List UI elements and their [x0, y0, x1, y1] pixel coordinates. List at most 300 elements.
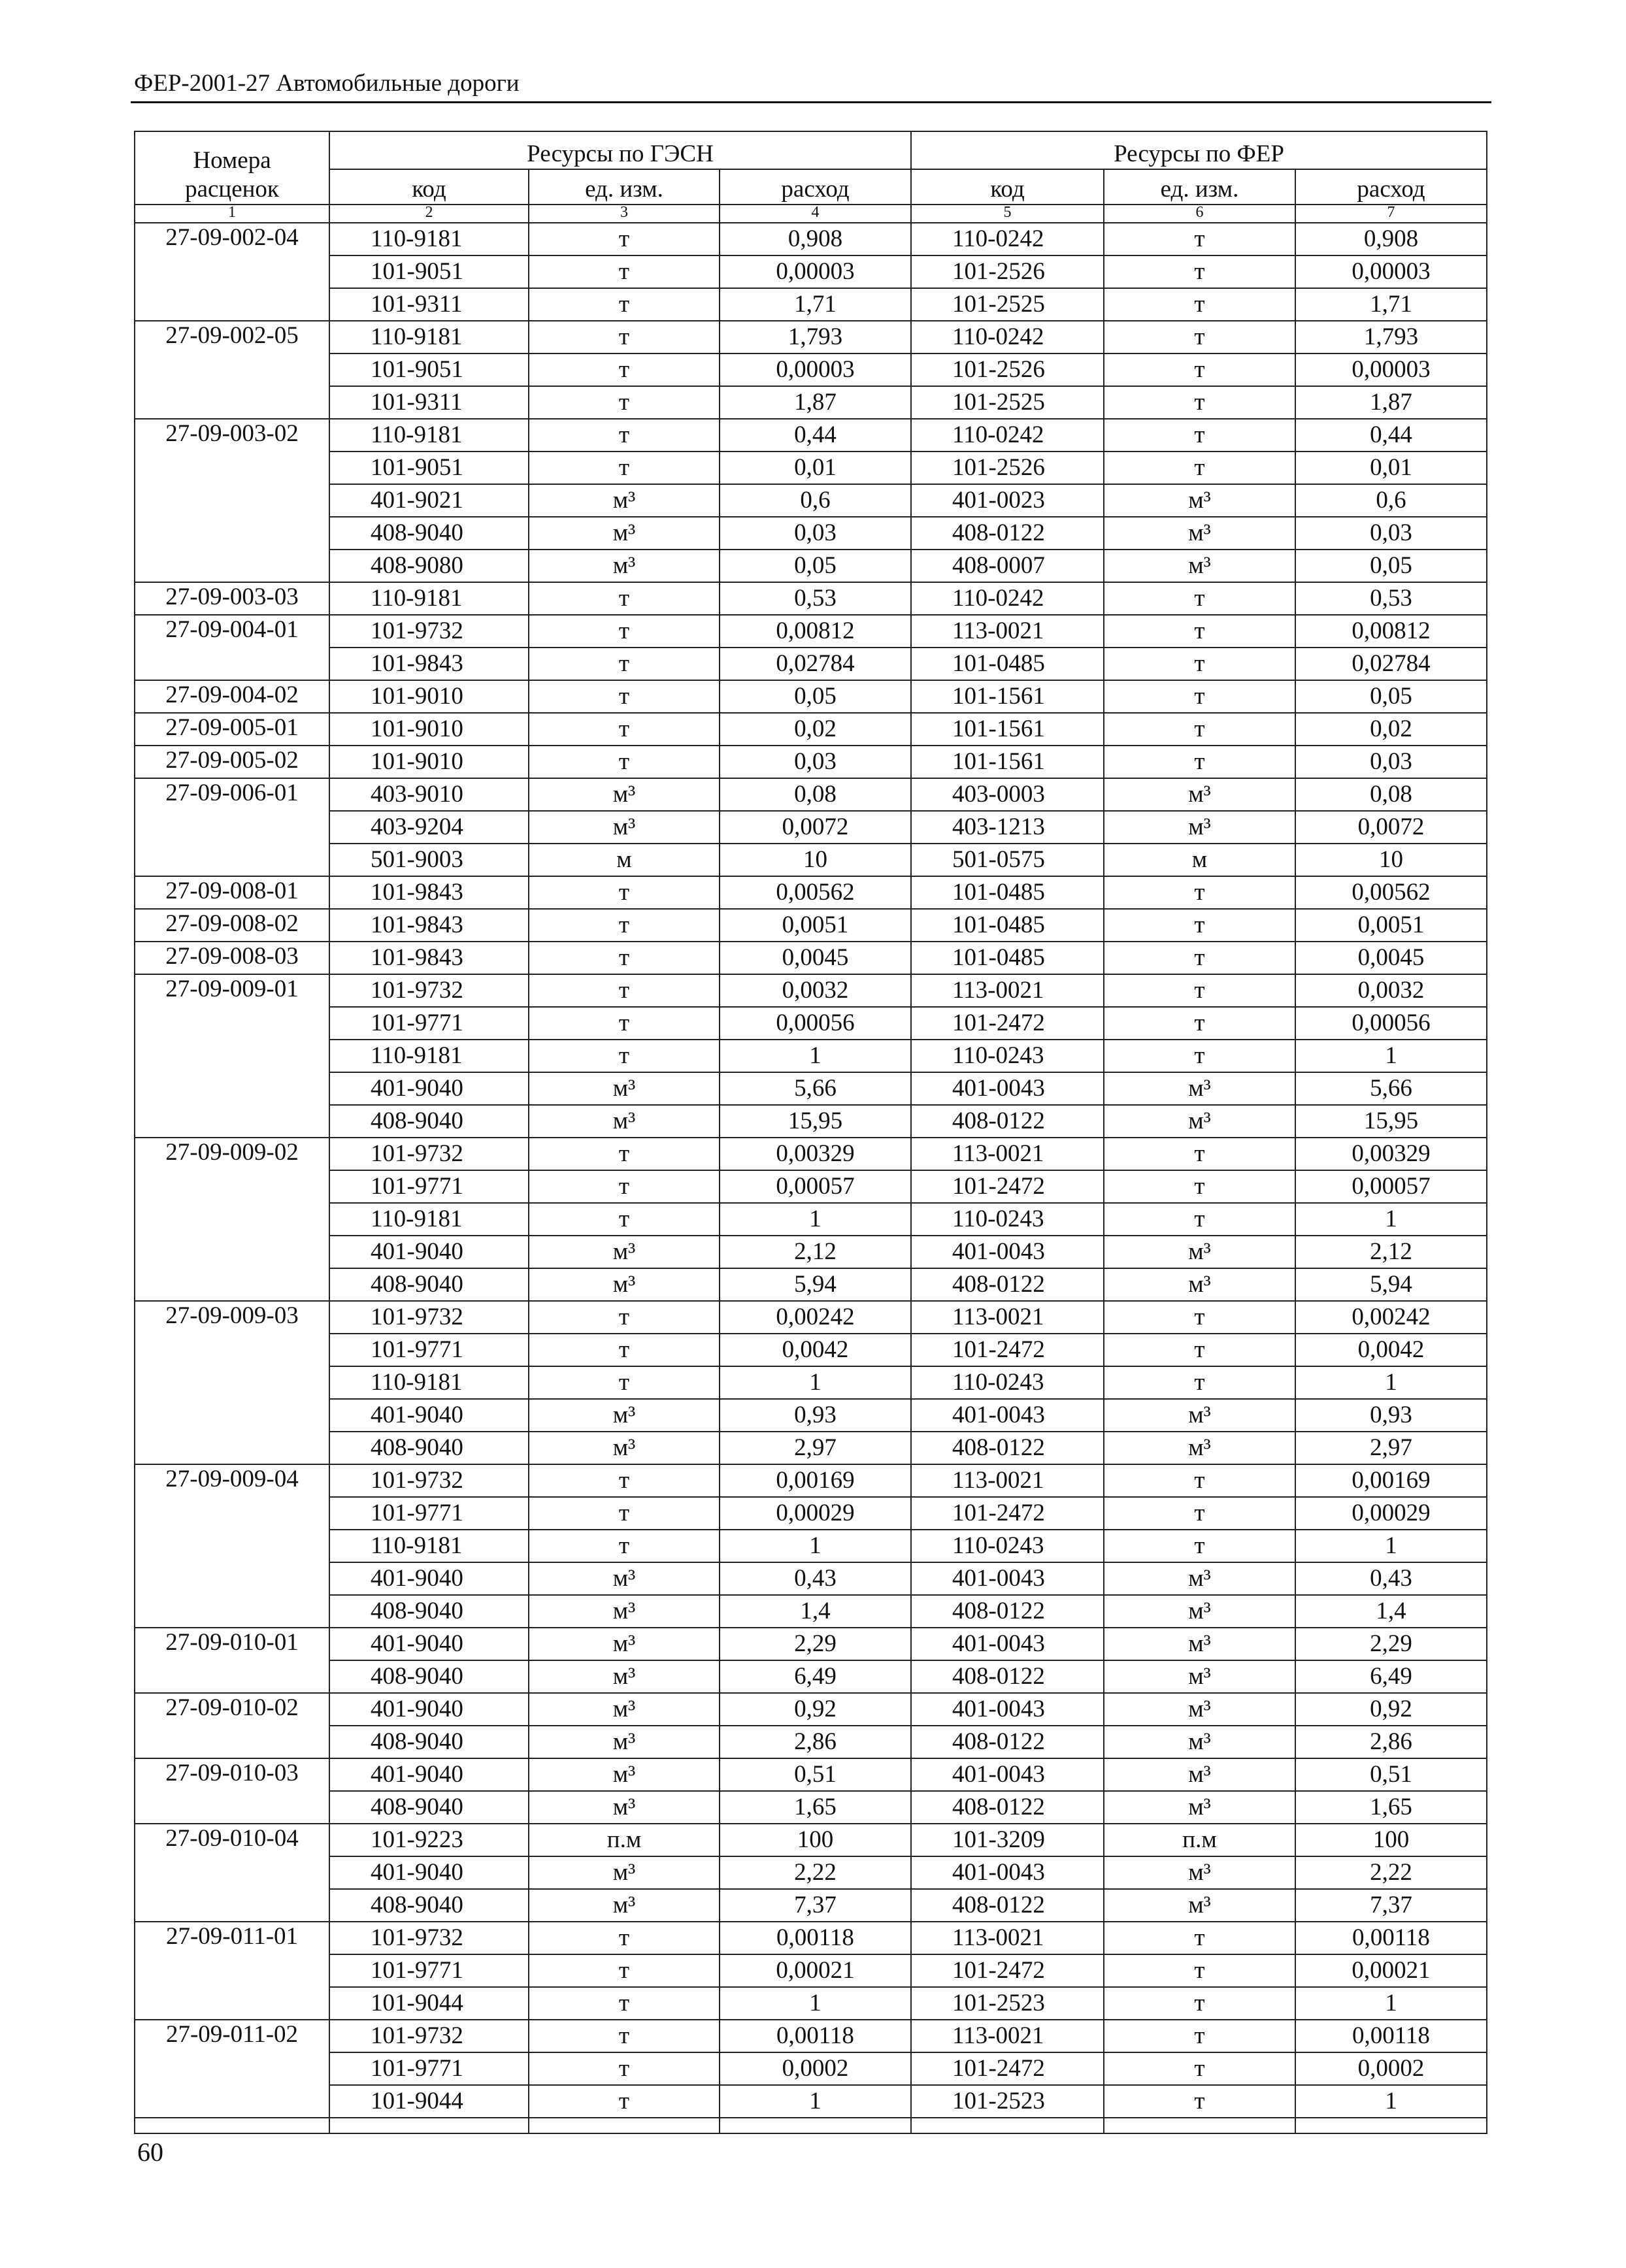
table-row	[135, 517, 1487, 550]
fer-unit-header: ед. изм.	[1104, 169, 1295, 205]
gesn-qty-cell: 0,0042	[720, 1334, 911, 1366]
fer-unit-cell: м	[1104, 844, 1295, 876]
gesn-code-cell: 101-9771	[329, 1497, 529, 1530]
table-row	[135, 680, 1487, 713]
fer-unit-cell: м³	[1104, 1562, 1295, 1595]
fer-code-cell: 110-0242	[911, 582, 1104, 615]
table-row	[135, 1758, 1487, 1791]
gesn-unit-cell: м³	[529, 1236, 720, 1268]
gesn-unit-header: ед. изм.	[529, 169, 720, 205]
gesn-qty-cell: 0,00118	[720, 2020, 911, 2052]
fer-unit-cell: п.м	[1104, 1824, 1295, 1856]
column-number: 5	[911, 205, 1104, 223]
gesn-code-cell: 101-9311	[329, 288, 529, 321]
table-row	[135, 1987, 1487, 2020]
fer-code-cell: 101-2472	[911, 1954, 1104, 1987]
fer-code-cell: 113-0021	[911, 1464, 1104, 1497]
gesn-unit-cell: т	[529, 2020, 720, 2052]
gesn-code-cell: 101-9044	[329, 1987, 529, 2020]
fer-qty-cell: 1	[1295, 1987, 1487, 2020]
table-row	[135, 942, 1487, 974]
gesn-qty-cell: 5,66	[720, 1072, 911, 1105]
gesn-code-cell: 101-9732	[329, 1922, 529, 1954]
fer-qty-cell: 1,65	[1295, 1791, 1487, 1824]
table-row	[135, 550, 1487, 582]
rate-number-header-line2: расценок	[185, 176, 279, 203]
gesn-unit-cell: т	[529, 909, 720, 942]
table-row	[135, 582, 1487, 615]
gesn-group-header: Ресурсы по ГЭСН	[329, 131, 911, 169]
gesn-unit-cell: т	[529, 386, 720, 419]
fer-code-cell: 101-2526	[911, 452, 1104, 484]
gesn-unit-cell: т	[529, 680, 720, 713]
table-row	[135, 1856, 1487, 1889]
table-row	[135, 1791, 1487, 1824]
gesn-qty-cell: 0,92	[720, 1693, 911, 1726]
fer-qty-cell: 0,00057	[1295, 1170, 1487, 1203]
column-number: 3	[529, 205, 720, 223]
table-row	[135, 1628, 1487, 1660]
fer-unit-cell: т	[1104, 321, 1295, 353]
fer-qty-cell: 0,05	[1295, 550, 1487, 582]
rate-number-cell: 27-09-010-02	[135, 1693, 329, 1758]
column-number: 7	[1295, 205, 1487, 223]
table-row	[135, 1497, 1487, 1530]
gesn-unit-cell: т	[529, 1203, 720, 1236]
gesn-qty-cell: 1	[720, 1040, 911, 1072]
fer-qty-cell: 2,97	[1295, 1432, 1487, 1464]
fer-unit-cell: м³	[1104, 484, 1295, 517]
table-row	[135, 1105, 1487, 1138]
fer-qty-cell: 0,53	[1295, 582, 1487, 615]
fer-code-cell: 110-0243	[911, 1530, 1104, 1562]
fer-qty-cell: 2,29	[1295, 1628, 1487, 1660]
fer-unit-cell: м³	[1104, 1660, 1295, 1693]
gesn-code-cell: 401-9040	[329, 1236, 529, 1268]
gesn-unit-cell: м³	[529, 1268, 720, 1301]
fer-code-cell: 110-0243	[911, 1366, 1104, 1399]
fer-qty-cell: 100	[1295, 1824, 1487, 1856]
gesn-qty-cell: 5,94	[720, 1268, 911, 1301]
fer-code-cell: 110-0242	[911, 321, 1104, 353]
gesn-qty-cell: 2,12	[720, 1236, 911, 1268]
table-row	[135, 844, 1487, 876]
fer-qty-cell: 2,22	[1295, 1856, 1487, 1889]
header-divider	[131, 101, 1491, 103]
gesn-unit-cell: м³	[529, 1856, 720, 1889]
fer-qty-cell: 0,02784	[1295, 648, 1487, 680]
gesn-unit-cell: м³	[529, 1399, 720, 1432]
fer-unit-cell: т	[1104, 648, 1295, 680]
fer-qty-cell: 0,44	[1295, 419, 1487, 452]
gesn-code-cell: 110-9181	[329, 1530, 529, 1562]
gesn-unit-cell: м³	[529, 1105, 720, 1138]
fer-qty-cell: 2,12	[1295, 1236, 1487, 1268]
gesn-code-cell: 101-9732	[329, 615, 529, 648]
gesn-qty-cell: 0,02	[720, 713, 911, 746]
rate-number-cell: 27-09-011-01	[135, 1922, 329, 2020]
table-row	[135, 1236, 1487, 1268]
fer-unit-cell: м³	[1104, 550, 1295, 582]
gesn-code-cell: 401-9040	[329, 1399, 529, 1432]
gesn-qty-cell: 0,00029	[720, 1497, 911, 1530]
fer-unit-cell: м³	[1104, 811, 1295, 844]
fer-unit-cell: м³	[1104, 1399, 1295, 1432]
gesn-code-cell: 101-9771	[329, 2052, 529, 2085]
fer-qty-cell: 0,00118	[1295, 2020, 1487, 2052]
table-row-empty	[135, 2118, 1487, 2133]
gesn-qty-header: расход	[720, 169, 911, 205]
rate-number-cell: 27-09-008-01	[135, 876, 329, 909]
gesn-code-cell: 101-9771	[329, 1170, 529, 1203]
gesn-unit-cell: м³	[529, 1726, 720, 1758]
table-row	[135, 2052, 1487, 2085]
table-subheader-row	[135, 169, 1487, 205]
gesn-qty-cell: 0,00057	[720, 1170, 911, 1203]
fer-unit-cell: м³	[1104, 1628, 1295, 1660]
fer-unit-cell: т	[1104, 909, 1295, 942]
gesn-code-cell: 101-9732	[329, 1464, 529, 1497]
table-row	[135, 2020, 1487, 2052]
gesn-qty-cell: 2,29	[720, 1628, 911, 1660]
gesn-code-cell: 101-9732	[329, 1138, 529, 1170]
gesn-code-cell: 101-9010	[329, 713, 529, 746]
fer-code-cell: 101-1561	[911, 680, 1104, 713]
fer-qty-cell: 1,4	[1295, 1595, 1487, 1628]
table-row	[135, 419, 1487, 452]
fer-unit-cell: т	[1104, 1138, 1295, 1170]
table-row	[135, 1399, 1487, 1432]
gesn-qty-cell: 0,03	[720, 746, 911, 778]
fer-unit-cell: м³	[1104, 1791, 1295, 1824]
table-row	[135, 1595, 1487, 1628]
fer-qty-cell: 0,00003	[1295, 255, 1487, 288]
gesn-code-cell: 401-9040	[329, 1856, 529, 1889]
table-row	[135, 713, 1487, 746]
gesn-code-cell: 401-9040	[329, 1628, 529, 1660]
fer-unit-cell: т	[1104, 419, 1295, 452]
gesn-code-cell: 403-9204	[329, 811, 529, 844]
table-row	[135, 1889, 1487, 1922]
fer-qty-cell: 0,0072	[1295, 811, 1487, 844]
fer-code-cell: 101-2525	[911, 288, 1104, 321]
fer-qty-cell: 0,00029	[1295, 1497, 1487, 1530]
page-number: 60	[137, 2137, 163, 2167]
gesn-qty-cell: 0,908	[720, 223, 911, 255]
gesn-qty-cell: 1,71	[720, 288, 911, 321]
rate-number-cell: 27-09-009-02	[135, 1138, 329, 1301]
fer-unit-cell: т	[1104, 974, 1295, 1007]
fer-unit-cell: т	[1104, 1040, 1295, 1072]
table-row	[135, 288, 1487, 321]
gesn-unit-cell: т	[529, 1138, 720, 1170]
gesn-unit-cell: т	[529, 1987, 720, 2020]
table-row	[135, 1334, 1487, 1366]
fer-code-cell: 408-0122	[911, 1268, 1104, 1301]
gesn-qty-cell: 2,97	[720, 1432, 911, 1464]
fer-qty-header: расход	[1295, 169, 1487, 205]
rate-number-cell: 27-09-006-01	[135, 778, 329, 876]
gesn-qty-cell: 15,95	[720, 1105, 911, 1138]
fer-qty-cell: 0,03	[1295, 746, 1487, 778]
gesn-code-cell: 101-9771	[329, 1007, 529, 1040]
fer-code-cell: 113-0021	[911, 2020, 1104, 2052]
fer-qty-cell: 0,00003	[1295, 353, 1487, 386]
gesn-code-cell: 101-9010	[329, 746, 529, 778]
gesn-qty-cell: 0,00812	[720, 615, 911, 648]
fer-unit-cell: т	[1104, 223, 1295, 255]
fer-unit-cell: м³	[1104, 1726, 1295, 1758]
fer-code-cell: 110-0242	[911, 223, 1104, 255]
gesn-code-cell: 110-9181	[329, 419, 529, 452]
column-number: 6	[1104, 205, 1295, 223]
fer-qty-cell: 0,03	[1295, 517, 1487, 550]
gesn-code-cell: 101-9732	[329, 974, 529, 1007]
table-row	[135, 1007, 1487, 1040]
gesn-qty-cell: 0,0032	[720, 974, 911, 1007]
fer-group-header: Ресурсы по ФЕР	[911, 131, 1487, 169]
gesn-unit-cell: м³	[529, 1628, 720, 1660]
gesn-unit-cell: т	[529, 1334, 720, 1366]
gesn-unit-cell: т	[529, 876, 720, 909]
fer-unit-cell: м³	[1104, 1072, 1295, 1105]
fer-unit-cell: т	[1104, 288, 1295, 321]
fer-qty-cell: 5,66	[1295, 1072, 1487, 1105]
table-row	[135, 1954, 1487, 1987]
gesn-unit-cell: т	[529, 2085, 720, 2118]
fer-code-cell: 101-0485	[911, 648, 1104, 680]
fer-code-cell: 101-3209	[911, 1824, 1104, 1856]
table-row	[135, 876, 1487, 909]
gesn-code-cell: 101-9771	[329, 1334, 529, 1366]
gesn-unit-cell: м³	[529, 1562, 720, 1595]
gesn-code-cell: 110-9181	[329, 1203, 529, 1236]
fer-qty-cell: 5,94	[1295, 1268, 1487, 1301]
gesn-unit-cell: т	[529, 419, 720, 452]
fer-code-cell: 101-2472	[911, 1170, 1104, 1203]
fer-qty-cell: 0,43	[1295, 1562, 1487, 1595]
gesn-qty-cell: 1,4	[720, 1595, 911, 1628]
gesn-code-cell: 408-9040	[329, 1268, 529, 1301]
fer-code-cell: 113-0021	[911, 1138, 1104, 1170]
fer-code-cell: 113-0021	[911, 1922, 1104, 1954]
rate-number-cell: 27-09-010-03	[135, 1758, 329, 1824]
fer-code-header: код	[911, 169, 1104, 205]
fer-qty-cell: 0,00021	[1295, 1954, 1487, 1987]
fer-qty-cell: 15,95	[1295, 1105, 1487, 1138]
gesn-code-cell: 408-9040	[329, 1660, 529, 1693]
gesn-qty-cell: 1	[720, 1530, 911, 1562]
gesn-code-cell: 408-9040	[329, 517, 529, 550]
fer-code-cell: 401-0043	[911, 1562, 1104, 1595]
fer-qty-cell: 10	[1295, 844, 1487, 876]
fer-unit-cell: т	[1104, 876, 1295, 909]
gesn-code-cell: 401-9040	[329, 1072, 529, 1105]
gesn-qty-cell: 0,0072	[720, 811, 911, 844]
gesn-code-cell: 110-9181	[329, 582, 529, 615]
gesn-unit-cell: т	[529, 2052, 720, 2085]
table-row	[135, 1138, 1487, 1170]
fer-code-cell: 401-0023	[911, 484, 1104, 517]
fer-qty-cell: 0,00242	[1295, 1301, 1487, 1334]
gesn-qty-cell: 0,00242	[720, 1301, 911, 1334]
fer-unit-cell: м³	[1104, 1595, 1295, 1628]
gesn-unit-cell: м³	[529, 1432, 720, 1464]
gesn-unit-cell: т	[529, 1497, 720, 1530]
gesn-qty-cell: 1	[720, 1366, 911, 1399]
fer-unit-cell: т	[1104, 582, 1295, 615]
fer-code-cell: 101-0485	[911, 909, 1104, 942]
page-header-title: ФЕР-2001-27 Автомобильные дороги	[134, 70, 520, 97]
rate-number-cell: 27-09-009-03	[135, 1301, 329, 1464]
rate-number-header	[135, 131, 329, 205]
fer-unit-cell: м³	[1104, 1856, 1295, 1889]
fer-code-cell: 408-0122	[911, 1791, 1104, 1824]
gesn-qty-cell: 0,01	[720, 452, 911, 484]
fer-code-cell: 113-0021	[911, 974, 1104, 1007]
table-row	[135, 1824, 1487, 1856]
fer-code-cell: 501-0575	[911, 844, 1104, 876]
fer-qty-cell: 0,05	[1295, 680, 1487, 713]
fer-code-cell: 408-0122	[911, 1595, 1104, 1628]
gesn-unit-cell: т	[529, 1007, 720, 1040]
fer-qty-cell: 0,00169	[1295, 1464, 1487, 1497]
gesn-qty-cell: 0,53	[720, 582, 911, 615]
table-body	[135, 223, 1487, 2133]
gesn-code-cell: 101-9843	[329, 909, 529, 942]
gesn-unit-cell: т	[529, 746, 720, 778]
table-row	[135, 1464, 1487, 1497]
gesn-unit-cell: т	[529, 452, 720, 484]
gesn-qty-cell: 0,00021	[720, 1954, 911, 1987]
gesn-unit-cell: м³	[529, 1791, 720, 1824]
fer-qty-cell: 1,71	[1295, 288, 1487, 321]
fer-qty-cell: 0,00056	[1295, 1007, 1487, 1040]
fer-code-cell: 408-0007	[911, 550, 1104, 582]
rate-number-cell: 27-09-008-03	[135, 942, 329, 974]
fer-code-cell: 408-0122	[911, 517, 1104, 550]
fer-qty-cell: 0,02	[1295, 713, 1487, 746]
fer-unit-cell: м³	[1104, 1236, 1295, 1268]
fer-unit-cell: т	[1104, 255, 1295, 288]
gesn-unit-cell: м³	[529, 1693, 720, 1726]
fer-code-cell: 401-0043	[911, 1399, 1104, 1432]
gesn-qty-cell: 7,37	[720, 1889, 911, 1922]
fer-unit-cell: т	[1104, 353, 1295, 386]
gesn-qty-cell: 6,49	[720, 1660, 911, 1693]
gesn-code-cell: 408-9040	[329, 1726, 529, 1758]
gesn-unit-cell: т	[529, 615, 720, 648]
fer-unit-cell: т	[1104, 1464, 1295, 1497]
empty-cell	[1104, 2118, 1295, 2133]
gesn-code-cell: 110-9181	[329, 1366, 529, 1399]
gesn-qty-cell: 0,0051	[720, 909, 911, 942]
gesn-qty-cell: 10	[720, 844, 911, 876]
rate-number-cell: 27-09-003-03	[135, 582, 329, 615]
gesn-unit-cell: т	[529, 353, 720, 386]
fer-code-cell: 101-2523	[911, 1987, 1104, 2020]
fer-code-cell: 408-0122	[911, 1660, 1104, 1693]
gesn-code-cell: 408-9040	[329, 1105, 529, 1138]
gesn-code-cell: 101-9732	[329, 2020, 529, 2052]
table-row	[135, 1693, 1487, 1726]
fer-qty-cell: 1	[1295, 1530, 1487, 1562]
table-row	[135, 1072, 1487, 1105]
fer-code-cell: 401-0043	[911, 1758, 1104, 1791]
rate-number-cell: 27-09-005-01	[135, 713, 329, 746]
gesn-code-cell: 101-9732	[329, 1301, 529, 1334]
fer-unit-cell: м³	[1104, 778, 1295, 811]
fer-qty-cell: 7,37	[1295, 1889, 1487, 1922]
table-row	[135, 811, 1487, 844]
gesn-qty-cell: 0,0045	[720, 942, 911, 974]
gesn-qty-cell: 0,05	[720, 550, 911, 582]
rate-number-cell: 27-09-005-02	[135, 746, 329, 778]
gesn-unit-cell: т	[529, 713, 720, 746]
fer-qty-cell: 0,0042	[1295, 1334, 1487, 1366]
table-row	[135, 1726, 1487, 1758]
gesn-code-cell: 408-9040	[329, 1432, 529, 1464]
fer-code-cell: 408-0122	[911, 1889, 1104, 1922]
fer-code-cell: 101-0485	[911, 942, 1104, 974]
rate-number-cell: 27-09-009-04	[135, 1464, 329, 1628]
gesn-code-cell: 101-9771	[329, 1954, 529, 1987]
gesn-qty-cell: 0,00003	[720, 353, 911, 386]
gesn-qty-cell: 1,793	[720, 321, 911, 353]
gesn-qty-cell: 1	[720, 2085, 911, 2118]
fer-qty-cell: 0,92	[1295, 1693, 1487, 1726]
fer-qty-cell: 0,51	[1295, 1758, 1487, 1791]
gesn-unit-cell: т	[529, 648, 720, 680]
fer-unit-cell: м³	[1104, 1268, 1295, 1301]
table-row	[135, 1922, 1487, 1954]
gesn-unit-cell: т	[529, 942, 720, 974]
gesn-qty-cell: 2,22	[720, 1856, 911, 1889]
gesn-unit-cell: т	[529, 223, 720, 255]
table-row	[135, 1268, 1487, 1301]
gesn-code-cell: 101-9010	[329, 680, 529, 713]
fer-qty-cell: 1,793	[1295, 321, 1487, 353]
column-number-row	[135, 205, 1487, 223]
gesn-unit-cell: т	[529, 1530, 720, 1562]
gesn-code-cell: 408-9080	[329, 550, 529, 582]
rate-number-cell: 27-09-004-01	[135, 615, 329, 680]
gesn-unit-cell: м³	[529, 1072, 720, 1105]
fer-unit-cell: т	[1104, 1497, 1295, 1530]
gesn-qty-cell: 0,03	[720, 517, 911, 550]
gesn-qty-cell: 0,05	[720, 680, 911, 713]
table-row	[135, 746, 1487, 778]
table-row	[135, 1562, 1487, 1595]
gesn-qty-cell: 0,00118	[720, 1922, 911, 1954]
fer-unit-cell: м³	[1104, 1105, 1295, 1138]
fer-code-cell: 401-0043	[911, 1236, 1104, 1268]
gesn-code-cell: 101-9843	[329, 876, 529, 909]
fer-unit-cell: м³	[1104, 1693, 1295, 1726]
table-row	[135, 353, 1487, 386]
gesn-qty-cell: 0,02784	[720, 648, 911, 680]
table-row	[135, 2085, 1487, 2118]
rate-number-cell: 27-09-009-01	[135, 974, 329, 1138]
gesn-unit-cell: т	[529, 1040, 720, 1072]
fer-code-cell: 401-0043	[911, 1856, 1104, 1889]
gesn-unit-cell: т	[529, 288, 720, 321]
fer-qty-cell: 0,0032	[1295, 974, 1487, 1007]
gesn-qty-cell: 0,0002	[720, 2052, 911, 2085]
gesn-code-cell: 101-9223	[329, 1824, 529, 1856]
table-row	[135, 1170, 1487, 1203]
table-row	[135, 223, 1487, 255]
